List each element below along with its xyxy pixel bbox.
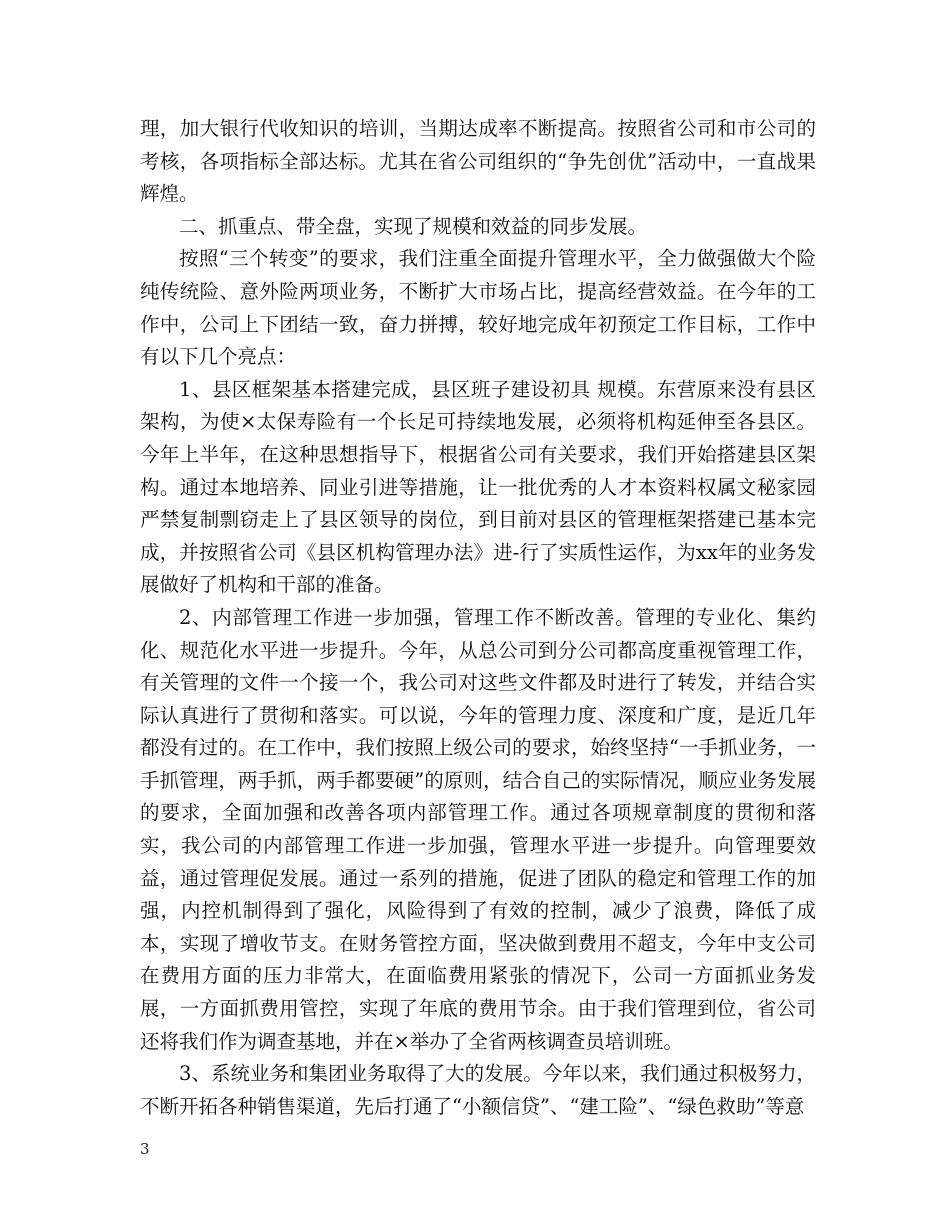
- paragraph-intro: 按照“三个转变”的要求，我们注重全面提升管理水平，全力做强做大个险纯传统险、意外险两项业务，不断扩大市场占比，提高经营效益。在今年的工作中，公司上下团结一致，奋力拼搏，较好地完成年初预定工作目标，工作中有以下几个亮点：: [140, 247, 816, 369]
- paragraph-point-2: 2、内部管理工作进一步加强，管理工作不断改善。管理的专业化、集约化、规范化水平进一步提升。今年，从总公司到分公司都高度重视管理工作，有关管理的文件一个接一个，我公司对这些文件都及时进行了转发，并结合实际认真进行了贯彻和落实。可以说，今年的管理力度、深度和广度，是近几年都没有过的。在工作中，我们按照上级公司的要求，始终坚持“一手抓业务，一手抓管理，两手抓，两手都要硬”的原则，结合自己的实际情况，顺应业务发展的要求，全面加强和改善各项内部管理工作。通过各项规章制度的贯彻和落实，我公司的内部管理工作进一步加强，管理水平进一步提升。向管理要效益，通过管理促发展。通过一系列的措施，促进了团队的稳定和管理工作的加强，内控机制得到了强化，风险得到了有效的控制，减少了浪费，降低了成本，实现了增收节支。在财务管控方面，坚决做到费用不超支，今年中支公司在费用方面的压力非常大，在面临费用紧张的情况下，公司一方面抓业务发展，一方面抓费用管控，实现了年底的费用节余。由于我们管理到位，省公司还将我们作为调查基地，并在×举办了全省两核调查员培训班。: [140, 605, 816, 1053]
- paragraph-point-3: 3、系统业务和集团业务取得了大的发展。今年以来，我们通过积极努力，不断开拓各种销售渠道，先后打通了“小额信贷”、“建工险”、“绿色救助”等意: [140, 1062, 816, 1118]
- section-heading: 二、抓重点、带全盘，实现了规模和效益的同步发展。: [179, 214, 648, 238]
- paragraph-point-1: 1、县区框架基本搭建完成，县区班子建设初具 规模。东营原来没有县区架构，为使×太保寿险有一个长足可持续地发展，必须将机构延伸至各县区。今年上半年，在这种思想指导下，根据省公司有关要求，我们开始搭建县区架构。通过本地培养、同业引进等措施，让一批优秀的人才本资料权属文秘家园严禁复制剽窃走上了县区领导的岗位，到目前对县区的管理框架搭建已基本完成，并按照省公司《县区机构管理办法》进-行了实质性运作，为xx年的业务发展做好了机构和干部的准备。: [140, 377, 816, 597]
- page-number: 3: [140, 1140, 150, 1158]
- document-body: [140, 113, 816, 1123]
- paragraph-continuation: 理，加大银行代收知识的培训，当期达成率不断提高。按照省公司和市公司的考核，各项指标全部达标。尤其在省公司组织的“争先创优”活动中，一直战果辉煌。: [140, 117, 816, 206]
